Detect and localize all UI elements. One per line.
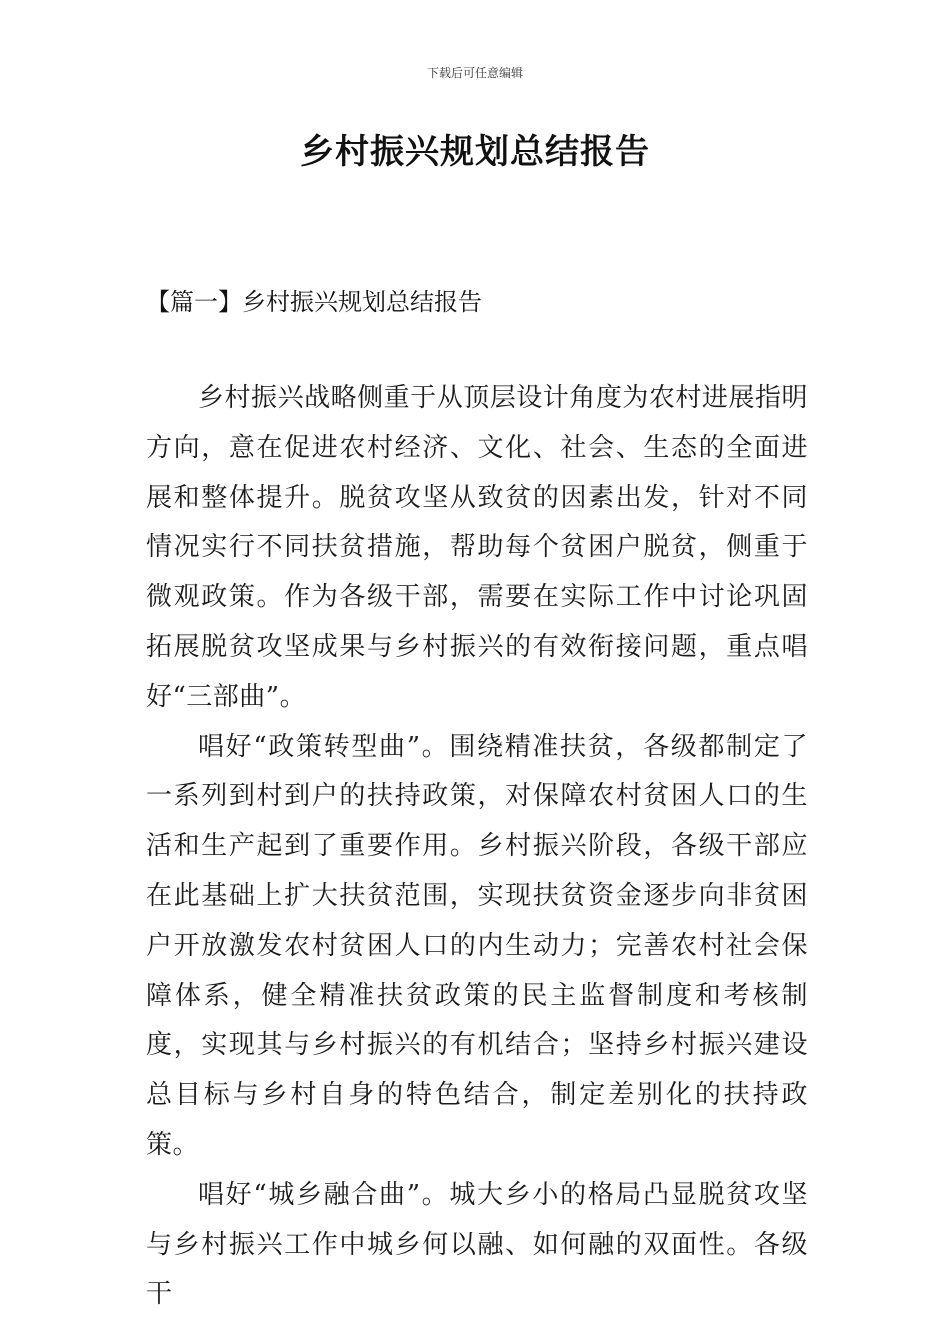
header-note: 下载后可任意编辑	[426, 66, 523, 80]
paragraph: 乡村振兴战略侧重于从顶层设计角度为农村进展指明方向，意在促进农村经济、文化、社会、生态的全面进展和整体提升。脱贫攻坚从致贫的因素出发，针对不同情况实行不同扶贫措施，帮助每个贫困户脱贫，侧重于微观政策。作为各级干部，需要在实际工作中讨论巩固拓展脱贫攻坚成果与乡村振兴的有效衔接问题，重点唱好“三部曲”。	[146, 383, 808, 712]
paragraph: 唱好“政策转型曲”。围绕精准扶贫，各级都制定了一系列到村到户的扶持政策，对保障农村贫困人口的生活和生产起到了重要作用。乡村振兴阶段，各级干部应在此基础上扩大扶贫范围，实现扶贫资金逐步向非贫困户开放激发农村贫困人口的内生动力；完善农村社会保障体系，健全精准扶贫政策的民主监督制度和考核制度，实现其与乡村振兴的有机结合；坚持乡村振兴建设总目标与乡村自身的特色结合，制定差别化的扶持政策。	[146, 731, 808, 1160]
section-heading: 【篇一】乡村振兴规划总结报告	[146, 288, 482, 316]
document-title: 乡村振兴规划总结报告	[300, 132, 650, 172]
body-text	[146, 374, 808, 1320]
paragraph: 唱好“城乡融合曲”。城大乡小的格局凸显脱贫攻坚与乡村振兴工作中城乡何以融、如何融的双面性。各级干	[146, 1179, 808, 1310]
